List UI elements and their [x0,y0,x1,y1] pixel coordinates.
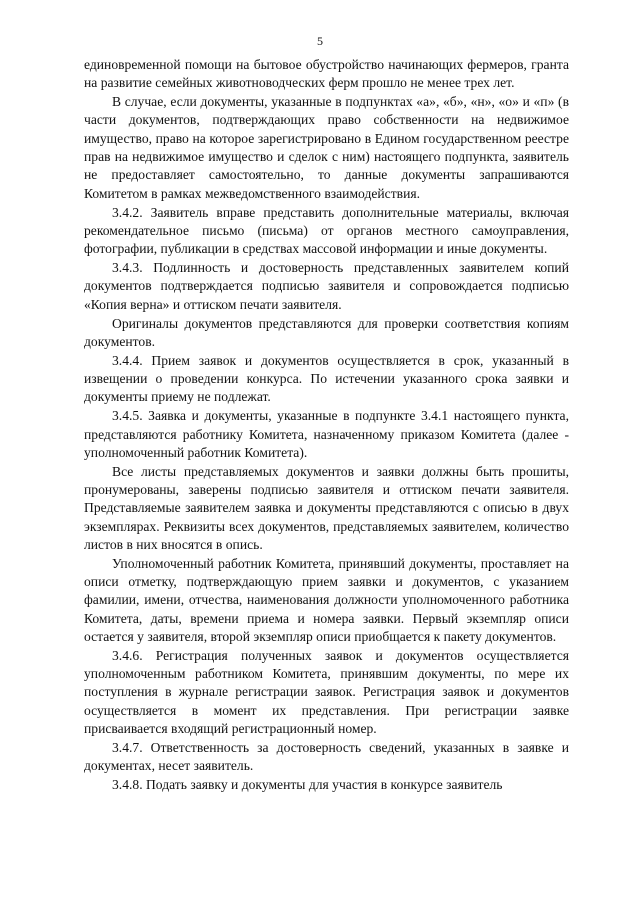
paragraph-3-4-5: 3.4.5. Заявка и документы, указанные в подпункте 3.4.1 настоящего пункта, представляются работнику Комитета, назначенному приказом Комитета (далее - уполномоченный работник Комитета). [84,408,569,460]
paragraph-interagency-request: В случае, если документы, указанные в подпунктах «а», «б», «н», «о» и «п» (в части документов, подтверждающих право собственности на недвижимое имущество, право на которое зарегистрировано в Едином государственном реестре прав на недвижимое имущество и сделок с ним) настоящего подпункта, заявитель не предоставляет самостоятельно, то данные документы запрашиваются Комитетом в рамках межведомственного взаимодействия. [84,94,569,201]
paragraph-continuation: единовременной помощи на бытовое обустройство начинающих фермеров, гранта на развитие семейных животноводческих ферм прошло не менее трех лет. [84,57,569,91]
paragraph-3-4-4: 3.4.4. Прием заявок и документов осуществляется в срок, указанный в извещении о проведении конкурса. По истечении указанного срока заявки и документы приему не подлежат. [84,352,569,405]
paragraph-originals: Оригиналы документов представляются для проверки соответствия копиям документов. [84,315,569,349]
paragraph-sheets-requirements: Все листы представляемых документов и заявки должны быть прошиты, пронумерованы, заверены подписью заявителя и оттиском печати заявителя. Представляемые заявителем заявка и документы представляются с описью в двух экземплярах. Реквизиты всех документов, представляемых заявителем, количество листов в них вносятся в опись. [84,463,569,552]
paragraph-3-4-3: 3.4.3. Подлинность и достоверность представленных заявителем копий документов подтверждается подписью заявителя и сопровождается подписью «Копия верна» и оттиском печати заявителя. [84,260,569,312]
page-number: 5 [317,34,323,48]
paragraph-3-4-7: 3.4.7. Ответственность за достоверность сведений, указанных в заявке и документах, несет заявитель. [84,739,569,774]
paragraph-3-4-8: 3.4.8. Подать заявку и документы для участия в конкурсе заявитель [112,777,503,793]
paragraph-3-4-6: 3.4.6. Регистрация полученных заявок и документов осуществляется уполномоченным работником Комитета, принявшим документы, по мере их поступления в журнале регистрации заявок. Регистрация заявок и документов осуществляется в момент их представления. При регистрации заявке присваивается входящий регистрационный номер. [84,647,569,737]
paragraph-3-4-2: 3.4.2. Заявитель вправе представить дополнительные материалы, включая рекомендательное письмо (письма) от органов местного самоуправления, фотографии, публикации в средствах массовой информации и иные документы. [84,204,569,257]
paragraph-authorized-employee: Уполномоченный работник Комитета, принявший документы, проставляет на описи отметку, подтверждающую прием заявки и документов, с указанием фамилии, имени, отчества, наименования должности уполномоченного работника Комитета, даты, времени приема и номера заявки. Первый экземпляр описи остается у заявителя, второй экземпляр описи приобщается к пакету документов. [84,555,569,644]
document-body [84,56,569,795]
